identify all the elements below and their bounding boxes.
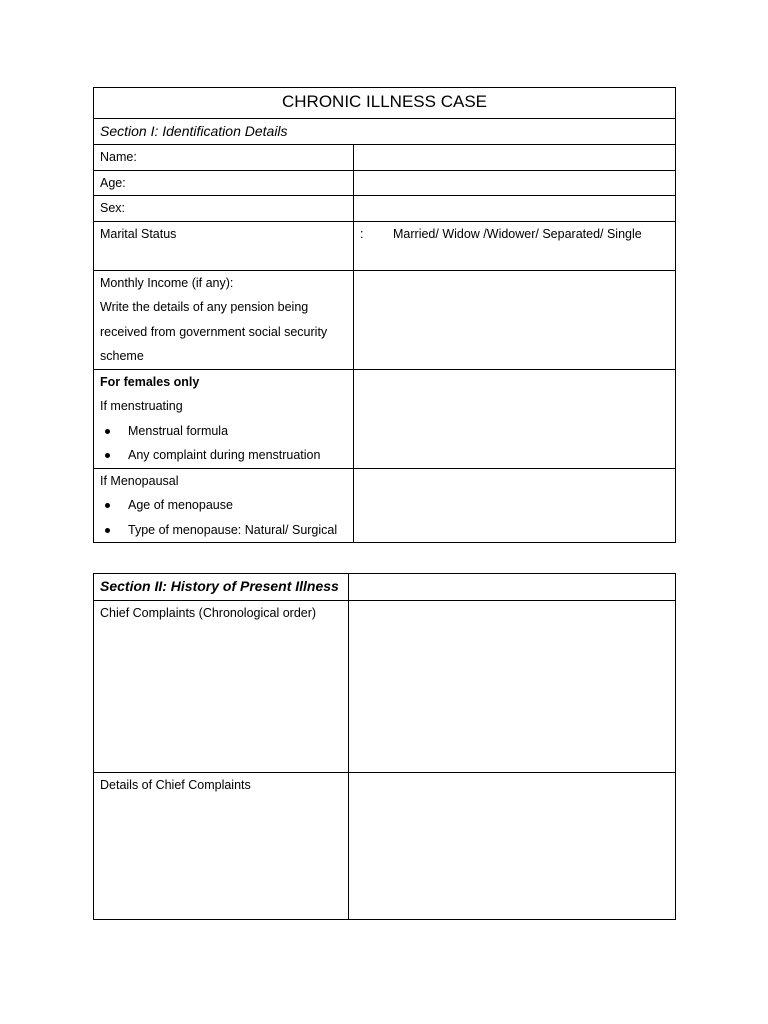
monthly-income-field[interactable] — [354, 270, 676, 369]
marital-options: Married/ Widow /Widower/ Separated/ Single — [393, 226, 642, 241]
list-item: Age of menopause — [128, 493, 347, 518]
list-item: Any complaint during menstruation — [128, 443, 347, 468]
section-2-heading: Section II: History of Present Illness — [94, 574, 349, 601]
name-field[interactable] — [354, 145, 676, 171]
list-item: Type of menopause: Natural/ Surgical — [128, 518, 347, 543]
monthly-income-label: Monthly Income (if any): — [100, 275, 234, 290]
sex-field[interactable] — [354, 196, 676, 222]
income-detail-line: scheme — [100, 349, 144, 363]
form-title: CHRONIC ILLNESS CASE — [94, 88, 676, 119]
menopausal-list — [100, 493, 347, 542]
income-detail-line: received from government social security — [100, 324, 328, 339]
list-item: Menstrual formula — [128, 419, 347, 444]
identification-table — [93, 87, 676, 543]
details-chief-complaints-label: Details of Chief Complaints — [94, 773, 349, 920]
sex-label: Sex: — [94, 196, 354, 222]
marital-colon: : — [360, 226, 364, 241]
name-label: Name: — [94, 145, 354, 171]
menstruating-label: If menstruating — [100, 399, 183, 413]
menstruating-list — [100, 419, 347, 468]
menopausal-cell — [94, 468, 354, 543]
chief-complaints-label: Chief Complaints (Chronological order) — [94, 601, 349, 773]
details-chief-complaints-field[interactable] — [349, 773, 676, 920]
females-only-heading: For females only — [100, 374, 200, 389]
age-label: Age: — [94, 170, 354, 196]
income-detail-line: Write the details of any pension being — [100, 300, 309, 314]
females-only-cell — [94, 369, 354, 468]
menopausal-label: If Menopausal — [100, 473, 179, 488]
menopausal-field[interactable] — [354, 468, 676, 543]
age-field[interactable] — [354, 170, 676, 196]
marital-status-field[interactable] — [354, 221, 676, 270]
monthly-income-cell — [94, 270, 354, 369]
section-1-heading: Section I: Identification Details — [94, 119, 676, 145]
chief-complaints-field[interactable] — [349, 601, 676, 773]
marital-status-label: Marital Status — [94, 221, 354, 270]
section-2-heading-blank — [349, 574, 676, 601]
females-only-field[interactable] — [354, 369, 676, 468]
present-illness-table — [93, 573, 676, 920]
